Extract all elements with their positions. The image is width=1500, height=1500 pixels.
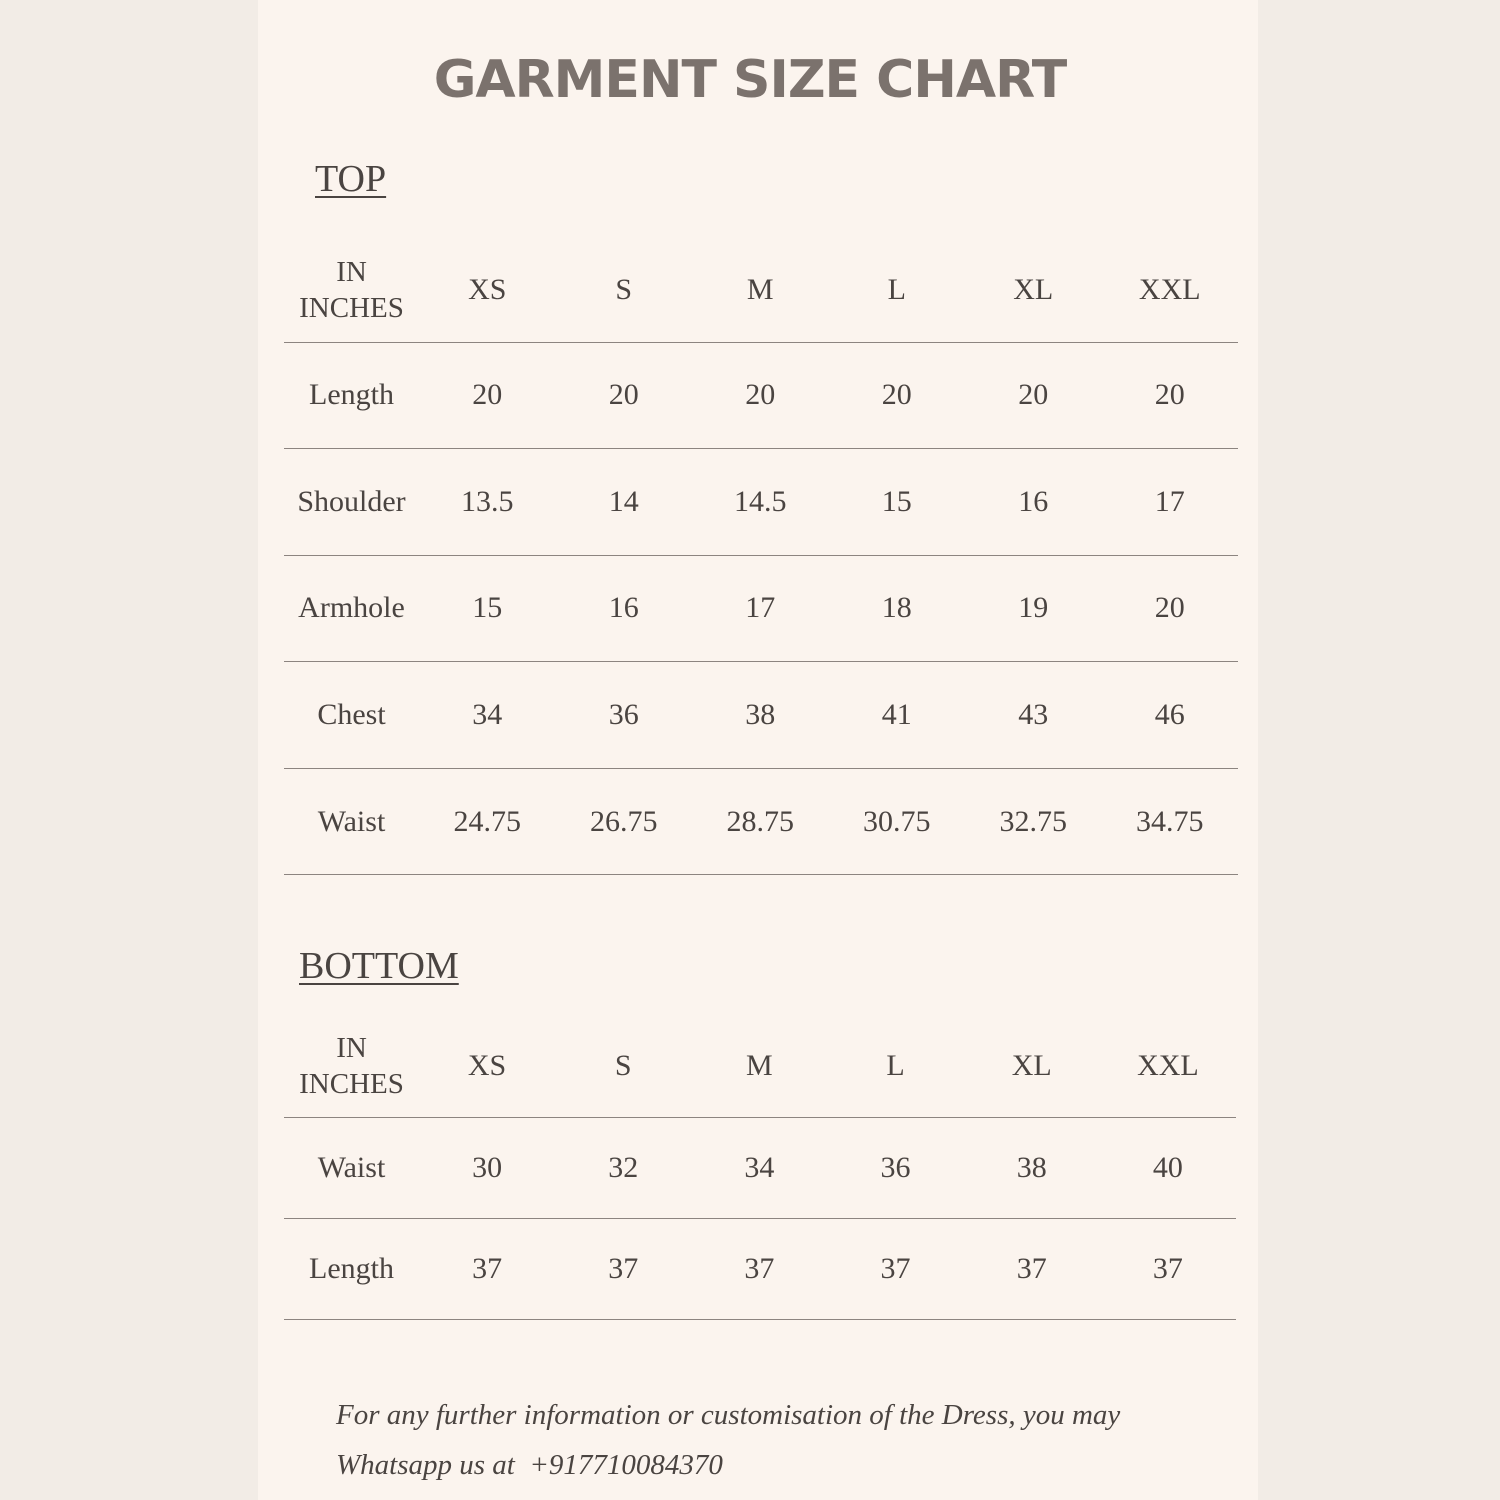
table-cell: 20 [1102,555,1239,662]
top-size-table [284,238,1238,875]
size-header-xxl: XXL [1138,272,1201,306]
table-cell: 24.75 [419,768,556,875]
table-cell: 15 [829,449,966,556]
bottom-size-table [284,1016,1236,1320]
table-cell: 20 [556,342,693,449]
table-cell: 37 [419,1218,555,1319]
table-cell: 15 [419,555,556,662]
table-cell: 37 [691,1218,827,1319]
size-header-l: L [886,1049,905,1083]
table-cell: 18 [829,555,966,662]
table-cell: 32.75 [965,768,1102,875]
table-cell: 37 [555,1218,691,1319]
table-cell: 17 [1102,449,1239,556]
table-row [284,662,1238,769]
size-header-xl: XL [1013,272,1054,306]
table-cell: 36 [556,662,693,769]
table-cell: 40 [1100,1117,1236,1218]
row-label: Length [284,342,419,449]
table-cell: 34 [691,1117,827,1218]
unit-line-2: INCHES [299,291,404,324]
size-header-s: S [615,272,633,306]
unit-header [284,1016,419,1117]
table-row [284,449,1238,556]
row-label: Chest [284,662,419,769]
table-cell: 43 [965,662,1102,769]
table-cell: 38 [692,662,829,769]
row-label: Length [284,1218,419,1319]
table-cell: 26.75 [556,768,693,875]
table-cell: 14.5 [692,449,829,556]
row-label: Waist [284,1117,419,1218]
size-header-s: S [614,1049,632,1083]
table-cell: 16 [965,449,1102,556]
table-cell: 16 [556,555,693,662]
size-header-l: L [887,272,906,306]
table-cell: 20 [965,342,1102,449]
table-cell: 14 [556,449,693,556]
top-header-row [284,238,1238,342]
table-cell: 17 [692,555,829,662]
bottom-section-heading: BOTTOM [299,945,459,987]
table-cell: 36 [827,1117,963,1218]
table-cell: 38 [964,1117,1100,1218]
bottom-header-row [284,1016,1236,1117]
table-cell: 28.75 [692,768,829,875]
top-section-heading: TOP [315,158,387,200]
page-title: GARMENT SIZE CHART [433,50,1067,110]
row-label: Waist [284,768,419,875]
table-cell: 32 [555,1117,691,1218]
table-cell: 30.75 [829,768,966,875]
unit-line-1: IN [336,1032,367,1065]
size-header-xs: XS [467,1049,507,1083]
table-cell: 30 [419,1117,555,1218]
size-header-m: M [746,1049,773,1083]
table-cell: 37 [827,1218,963,1319]
unit-line-1: IN [336,255,367,288]
row-label: Shoulder [284,449,419,556]
size-header-xl: XL [1011,1049,1052,1083]
contact-note [336,1390,1236,1490]
contact-note-line-2: Whatsapp us at +917710084370 [336,1449,723,1481]
table-cell: 13.5 [419,449,556,556]
table-cell: 34.75 [1102,768,1239,875]
table-row [284,342,1238,449]
size-header-xxl: XXL [1137,1049,1199,1083]
table-row [284,1218,1236,1319]
table-cell: 20 [1102,342,1239,449]
table-cell: 37 [964,1218,1100,1319]
unit-header [284,238,419,342]
table-cell: 20 [829,342,966,449]
table-cell: 37 [1100,1218,1236,1319]
table-cell: 19 [965,555,1102,662]
unit-line-2: INCHES [299,1068,404,1101]
table-cell: 46 [1102,662,1239,769]
table-cell: 20 [419,342,556,449]
table-cell: 34 [419,662,556,769]
table-cell: 20 [692,342,829,449]
table-row [284,768,1238,875]
row-label: Armhole [284,555,419,662]
table-row [284,555,1238,662]
size-header-m: M [746,272,774,306]
contact-note-line-1: For any further information or customisation of the Dress, you may [336,1399,1121,1431]
size-header-xs: XS [468,272,507,306]
table-row [284,1117,1236,1218]
table-cell: 41 [829,662,966,769]
